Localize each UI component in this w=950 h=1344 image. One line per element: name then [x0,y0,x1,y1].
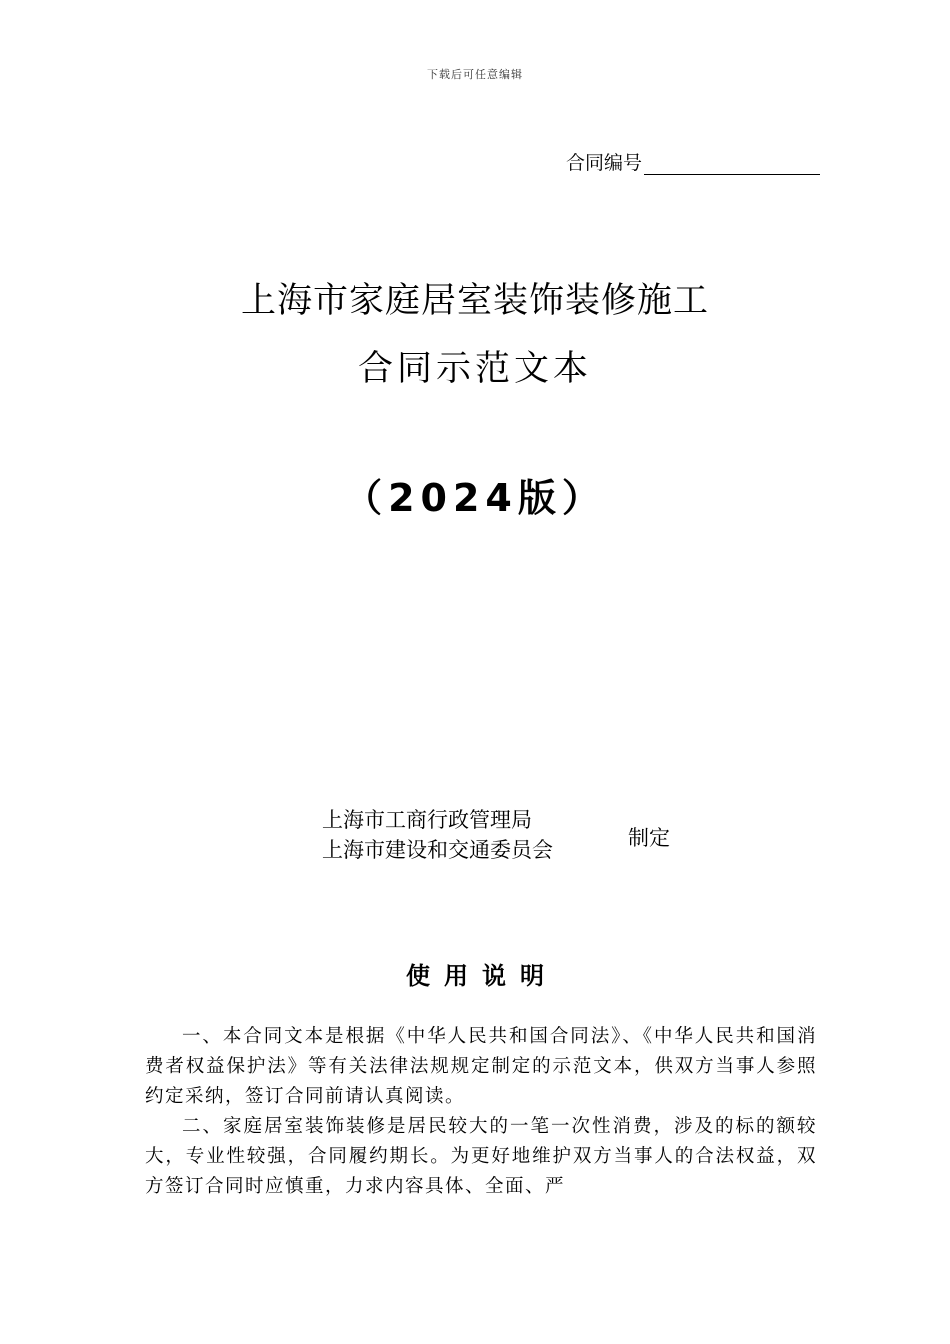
contract-number-label: 合同编号 [566,152,643,174]
instructions-heading: 使用说明 [406,962,558,990]
header-note: 下载后可任意编辑 [427,68,523,81]
issuer-item: 上海市建设和交通委员会 [322,838,553,862]
instructions-body [145,1022,817,1202]
issuer-item: 上海市工商行政管理局 [322,808,532,832]
instruction-paragraph: 二、家庭居室装饰装修是居民较大的一笔一次性消费，涉及的标的额较大，专业性较强，合同履约期长。为更好地维护双方当事人的合法权益，双方签订合同时应慎重，力求内容具体、全面、严 [145,1116,817,1197]
instruction-paragraph: 一、本合同文本是根据《中华人民共和国合同法》、《中华人民共和国消费者权益保护法》等有关法律法规规定制定的示范文本，供双方当事人参照约定采纳，签订合同前请认真阅读。 [145,1026,817,1107]
contract-number-blank [644,154,820,175]
edition-label: （2024版） [344,476,606,520]
document-title-line-2: 合同示范文本 [357,349,592,389]
issuer-action: 制定 [628,826,670,850]
issuer-list [322,805,553,865]
contract-number-field [566,148,820,175]
document-title-line-1: 上海市家庭居室装饰装修施工 [240,281,709,321]
